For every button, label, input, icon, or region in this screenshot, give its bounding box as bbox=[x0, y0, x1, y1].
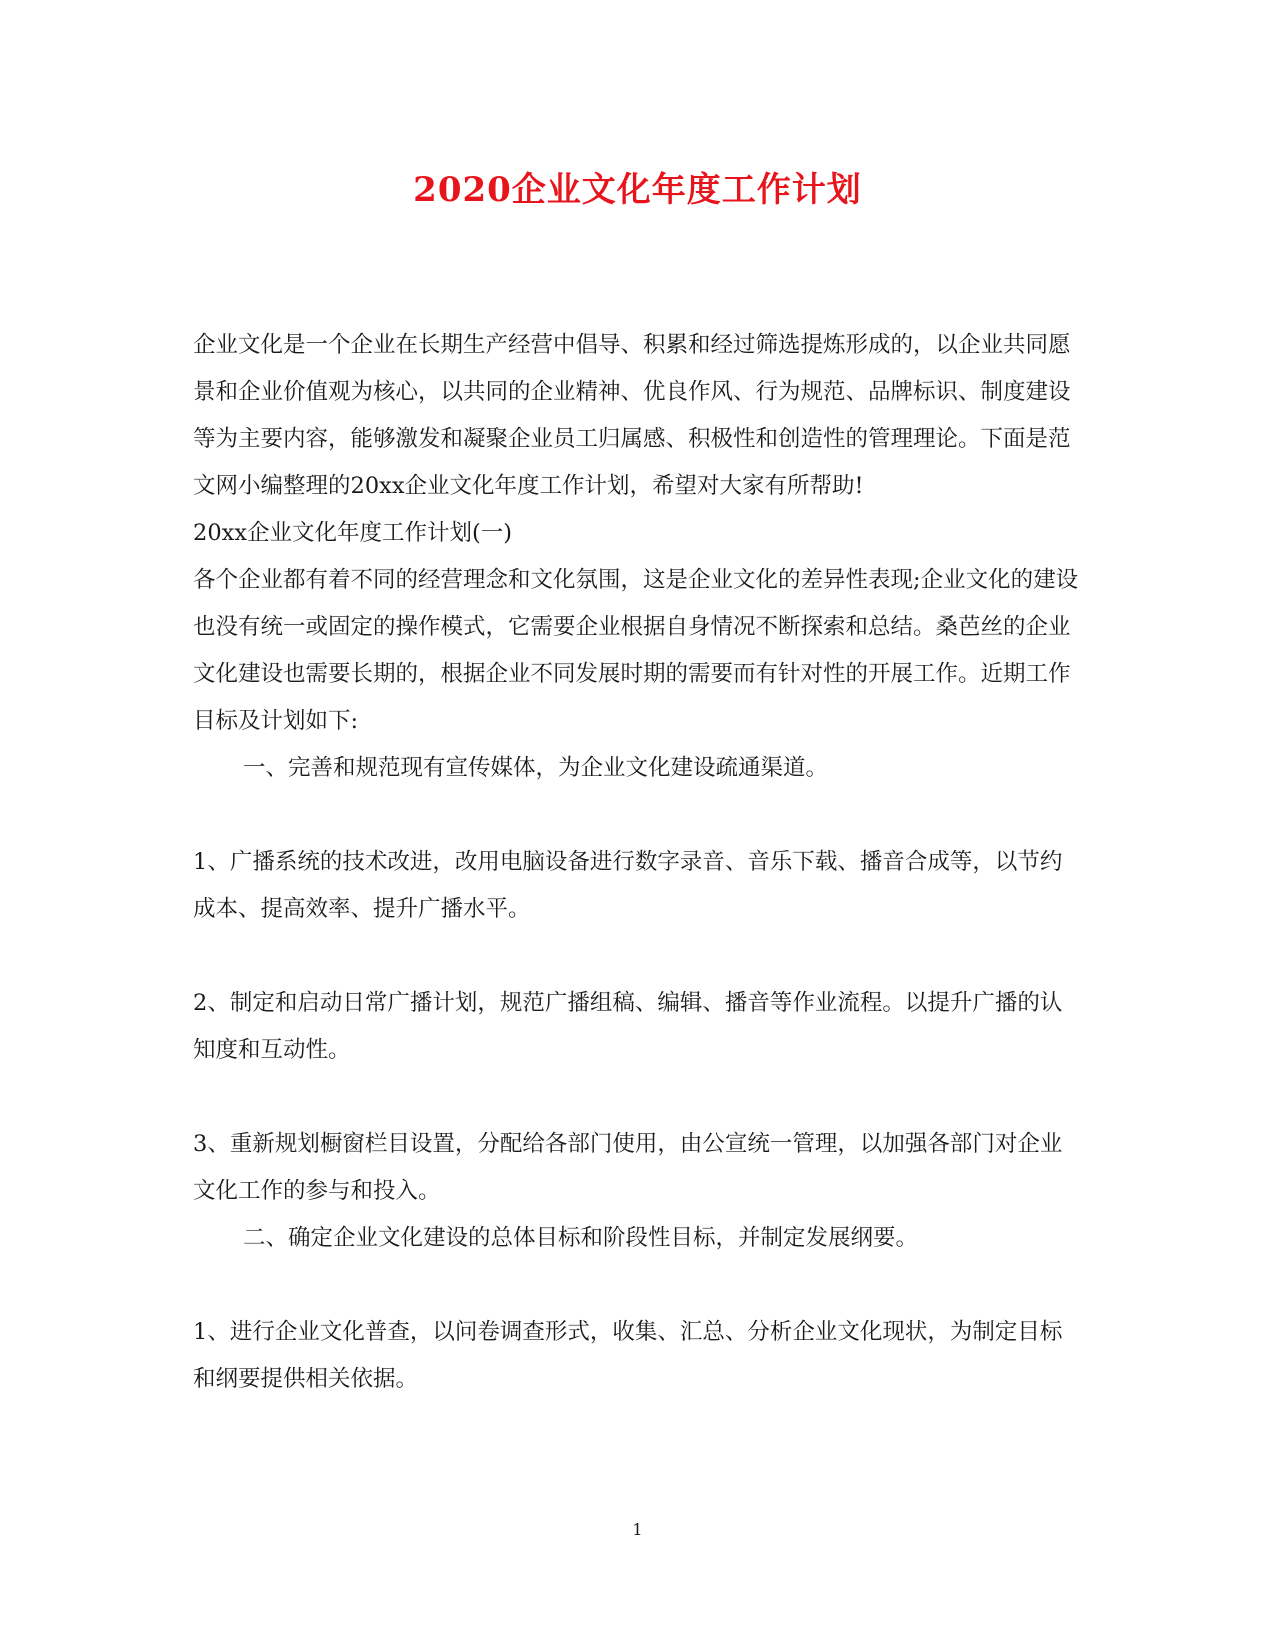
document-title: 2020企业文化年度工作计划 bbox=[413, 170, 862, 210]
section-2-heading: 二、确定企业文化建设的总体目标和阶段性目标，并制定发展纲要。 bbox=[243, 1225, 919, 1251]
section-1-item-1: 1、广播系统的技术改进，改用电脑设备进行数字录音、音乐下载、播音合成等，以节约成本、提高效率、提升广播水平。 bbox=[193, 849, 1063, 922]
section-1-heading: 一、完善和规范现有宣传媒体，为企业文化建设疏通渠道。 bbox=[243, 755, 829, 781]
intro-paragraph: 企业文化是一个企业在长期生产经营中倡导、积累和经过筛选提炼形成的，以企业共同愿景和企业价值观为核心，以共同的企业精神、优良作风、行为规范、品牌标识、制度建设等为主要内容，能够激发和凝聚企业员工归属感、积极性和创造性的管理理论。下面是范文网小编整理的20xx企业文化年度工作计划，希望对大家有所帮助! bbox=[193, 332, 1071, 499]
section-2-item-1: 1、进行企业文化普查，以问卷调查形式，收集、汇总、分析企业文化现状，为制定目标和纲要提供相关依据。 bbox=[193, 1319, 1063, 1392]
page-number: 1 bbox=[632, 1520, 643, 1539]
plan-subheading: 20xx企业文化年度工作计划(一) bbox=[193, 520, 513, 546]
overview-paragraph: 各个企业都有着不同的经营理念和文化氛围，这是企业文化的差异性表现;企业文化的建设也没有统一或固定的操作模式，它需要企业根据自身情况不断探索和总结。桑芭丝的企业文化建设也需要长期的，根据企业不同发展时期的需要而有针对性的开展工作。近期工作目标及计划如下: bbox=[193, 567, 1079, 734]
section-1-item-2: 2、制定和启动日常广播计划，规范广播组稿、编辑、播音等作业流程。以提升广播的认知度和互动性。 bbox=[193, 990, 1063, 1063]
section-1-item-3: 3、重新规划橱窗栏目设置，分配给各部门使用，由公宣统一管理，以加强各部门对企业文化工作的参与和投入。 bbox=[193, 1131, 1063, 1204]
document-body bbox=[193, 322, 1083, 1403]
